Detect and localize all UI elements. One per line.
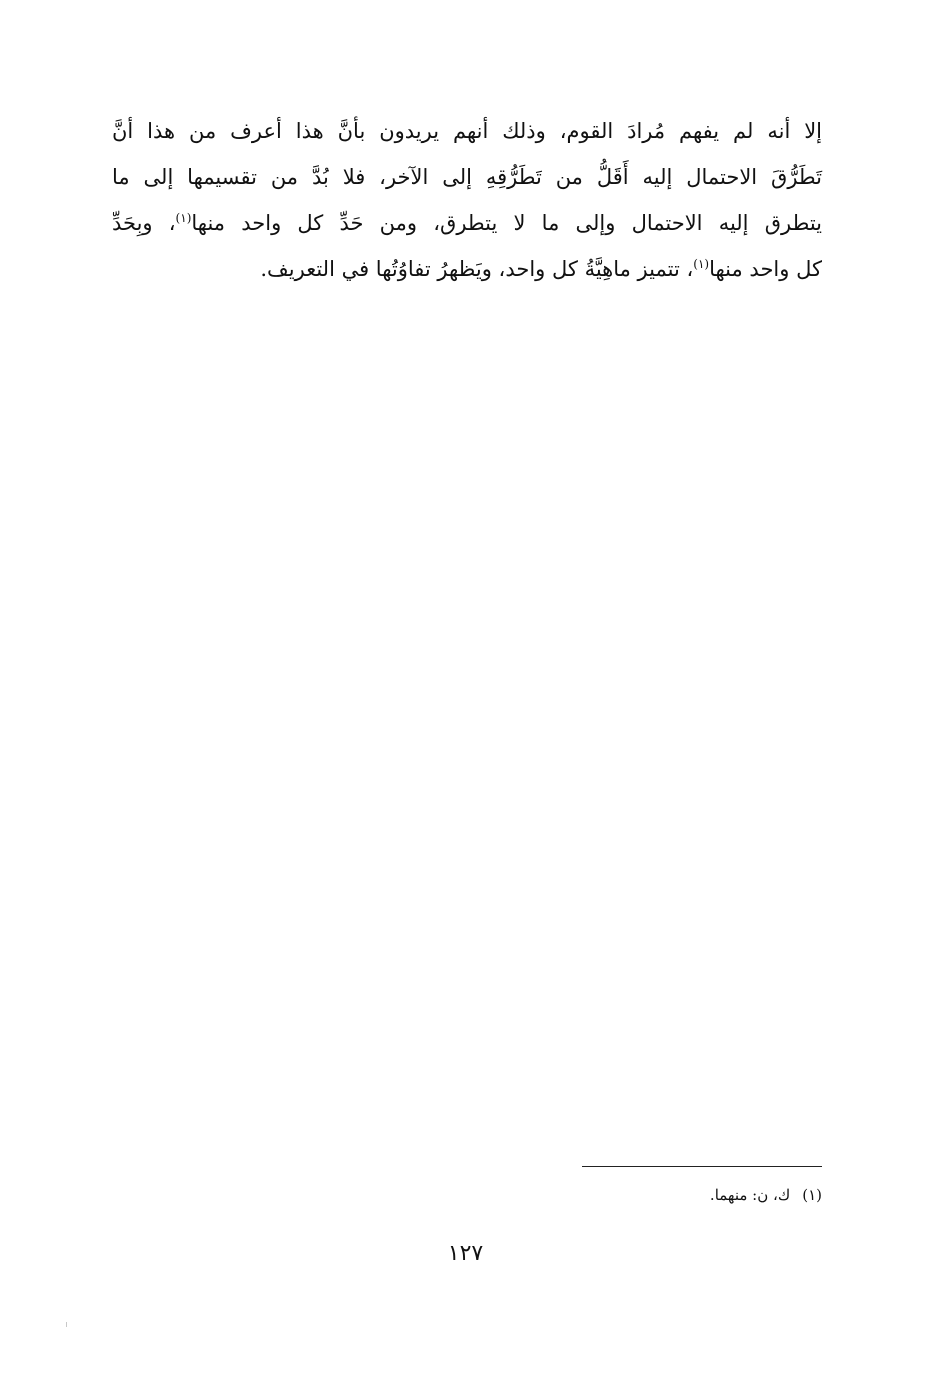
paragraph-line-4-text: كل واحد منها bbox=[709, 257, 822, 281]
paragraph-line-3-text-end: ، وبِحَدِّ bbox=[112, 211, 176, 235]
paragraph-line-4-text-end: ، تتميز ماهِيَّةُ كل واحد، ويَظهرُ تفاوُتُها في التعريف. bbox=[260, 257, 694, 281]
paragraph-line-4 bbox=[112, 246, 822, 292]
footnote-reference[interactable]: (١) bbox=[175, 211, 192, 225]
paragraph-line-3 bbox=[112, 200, 822, 246]
scan-speck bbox=[66, 1322, 67, 1327]
main-paragraph bbox=[112, 108, 822, 292]
footnote-separator bbox=[582, 1166, 822, 1167]
footnote-text: ك، ن: منهما. bbox=[709, 1186, 791, 1204]
paragraph-line-3-text: يتطرق إليه الاحتمال وإلى ما لا يتطرق، ومن حَدِّ كل واحد منها bbox=[191, 211, 822, 235]
paragraph-line-1: إلا أنه لم يفهم مُرادَ القوم، وذلك أنهم يريدون بأنَّ هذا أعرف من هذا أنَّ bbox=[112, 119, 822, 143]
footnote bbox=[710, 1184, 822, 1206]
page-number: ١٢٧ bbox=[447, 1241, 484, 1266]
footnote-reference[interactable]: (١) bbox=[693, 257, 710, 271]
paragraph-line-2: تَطَرُّقَ الاحتمال إليه أَقَلُّ من تَطَرُّقِهِ إلى الآخر، فلا بُدَّ من تقسيمها إلى ما bbox=[112, 165, 822, 189]
footnote-number: (١) bbox=[802, 1186, 822, 1204]
